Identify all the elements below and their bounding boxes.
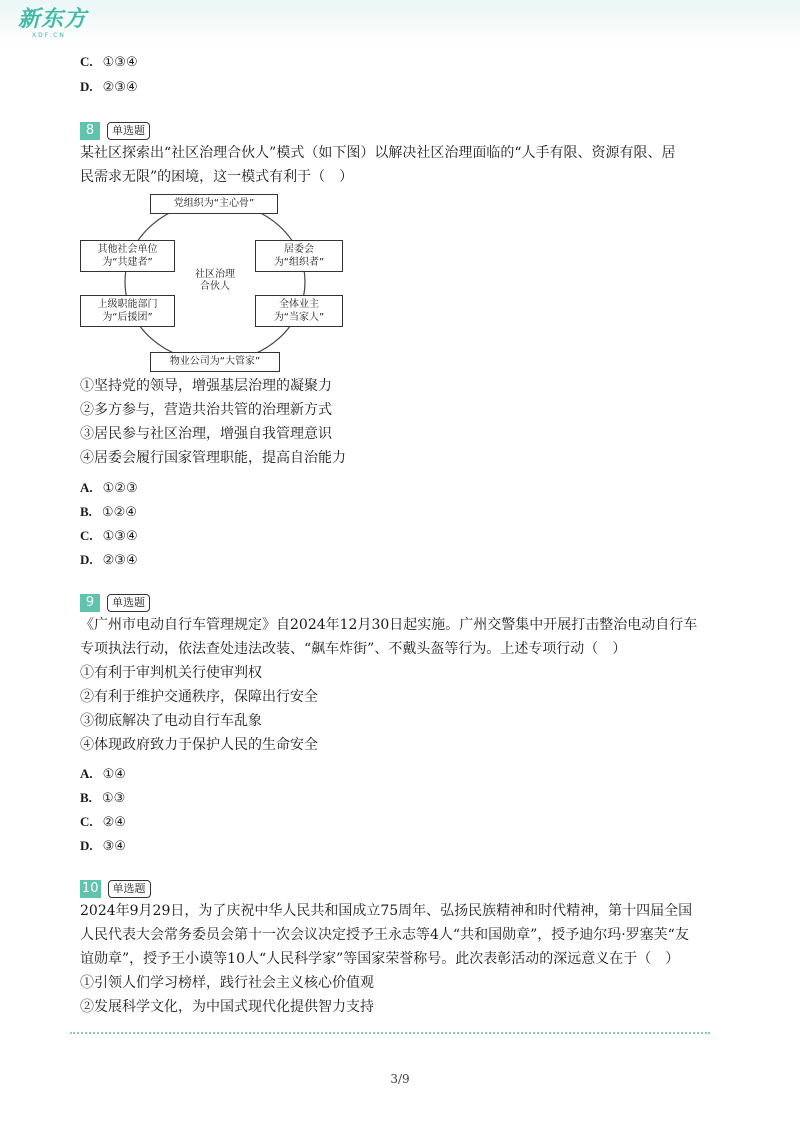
header-band [0,0,800,46]
q9-statement: ①有利于审判机关行使审判权 [80,665,262,681]
q10-header [80,880,151,898]
q9-option-c[interactable]: C. ②④ [80,814,126,830]
page-number: 3/9 [390,1072,410,1086]
logo [18,8,87,40]
q9-stem-line: 《广州市电动自行车管理规定》自2024年12月30日起实施。广州交警集中开展打击整治电动自行车 [80,617,698,633]
prev-option-d: D. ②③④ [80,79,138,95]
q8-statement: ③居民参与社区治理，增强自我管理意识 [80,426,332,442]
q8-option-b[interactable]: B. ①②④ [80,504,137,520]
question-number: 10 [82,881,99,896]
question-type-badge: 单选题 [107,122,150,140]
question-number: 9 [80,594,100,612]
question-type-badge: 单选题 [108,880,151,898]
q9-stem-line: 专项执法行动，依法查处违法改装、“飙车炸街”、不戴头盔等行为。上述专项行动（ ） [80,641,627,657]
q9-statement: ②有利于维护交通秩序，保障出行安全 [80,689,318,705]
q10-statement: ②发展科学文化，为中国式现代化提供智力支持 [80,999,374,1015]
q8-option-c[interactable]: C. ①③④ [80,528,138,544]
q9-option-b[interactable]: B. ①③ [80,790,126,806]
logo-subtext: XDF.CN [32,32,66,39]
question-number: 8 [80,122,100,140]
q10-stem-line: 人民代表大会常务委员会第十一次会议决定授予王永志等4人“共和国勋章”，授予迪尔玛·罗塞芙“友 [80,927,689,943]
q9-statement: ③彻底解决了电动自行车乱象 [80,713,262,729]
q10-statement: ①引领人们学习榜样，践行社会主义核心价值观 [80,975,374,991]
q9-statement: ④体现政府致力于保护人民的生命安全 [80,737,318,753]
diagram-box-right-bottom: 全体业主 为“当家人” [255,295,343,327]
q9-option-a[interactable]: A. ①④ [80,766,126,782]
question-type-badge: 单选题 [107,594,150,612]
q9-header [80,594,150,612]
q10-stem-line: 谊勋章”，授予王小谟等10人“人民科学家”等国家荣誉称号。此次表彰活动的深远意义在于（ ） [80,951,680,967]
diagram-box-bottom: 物业公司为“大管家” [150,352,280,372]
logo-text: 新东方 [18,7,88,32]
q8-statement: ①坚持党的领导，增强基层治理的凝聚力 [80,378,332,394]
page-divider [70,1032,710,1034]
q10-stem-line: 2024年9月29日，为了庆祝中华人民共和国成立75周年、弘扬民族精神和时代精神，第十四届全国 [80,903,693,919]
diagram-box-left-bottom: 上级职能部门 为“后援团” [80,295,175,327]
q9-option-d[interactable]: D. ③④ [80,838,126,854]
q8-header [80,122,150,140]
q8-statement: ②多方参与，营造共治共管的治理新方式 [80,402,332,418]
diagram-box-right-top: 居委会 为“组织者” [255,240,343,272]
q8-option-a[interactable]: A. ①②③ [80,480,138,496]
prev-option-c: C. ①③④ [80,54,138,70]
q8-stem-line: 民需求无限”的困境，这一模式有利于（ ） [80,169,354,185]
diagram-center-label: 社区治理 合伙人 [195,269,235,292]
diagram-box-top: 党组织为“主心骨” [150,194,278,214]
diagram-box-left-top: 其他社会单位 为“共建者” [80,240,175,272]
q8-statement: ④居委会履行国家管理职能，提高自治能力 [80,450,346,466]
q8-stem-line: 某社区探索出“社区治理合伙人”模式（如下图）以解决社区治理面临的“人手有限、资源有限、居 [80,145,676,161]
q8-option-d[interactable]: D. ②③④ [80,552,138,568]
